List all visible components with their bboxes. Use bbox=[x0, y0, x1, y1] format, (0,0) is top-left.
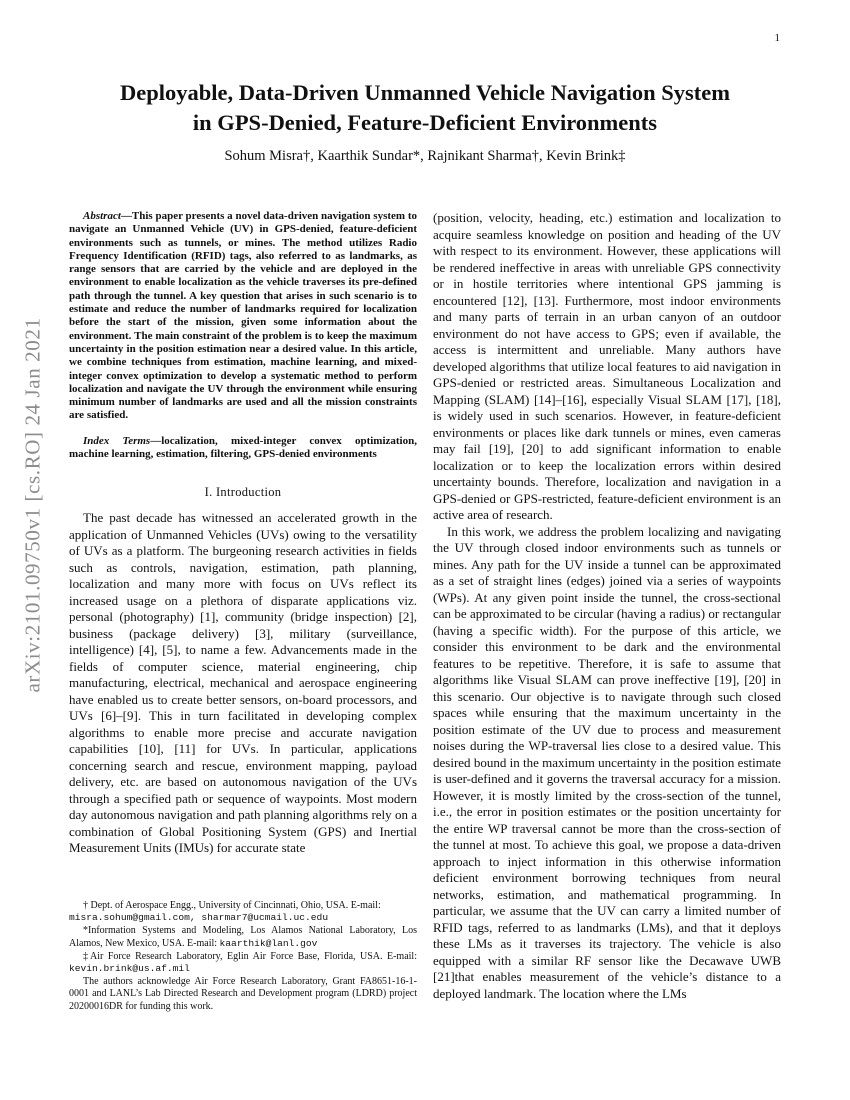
index-terms-text: —localization, mixed-integer convex optimization, machine learning, estimation, filtering, GPS-denied environments bbox=[69, 434, 417, 461]
index-terms bbox=[69, 435, 417, 462]
abstract bbox=[69, 210, 417, 423]
footnote-1-emails: misra.sohum@gmail.com, sharmar7@ucmail.uc.edu bbox=[69, 912, 329, 924]
footnote-affiliation-1 bbox=[69, 900, 417, 924]
paper-title bbox=[70, 78, 780, 138]
abstract-label: Abstract bbox=[83, 210, 121, 222]
footnote-funding: The authors acknowledge Air Force Research Laboratory, Grant FA8651-16-1-0001 and LANL’s Lab Directed Research and Development program (LDRD) project 20200016DR for funding this work. bbox=[69, 976, 417, 1012]
title-line-2: in GPS-Denied, Feature-Deficient Environments bbox=[192, 110, 658, 135]
footnote-2-email: kaarthik@lanl.gov bbox=[219, 937, 318, 949]
section-heading-introduction: I. Introduction bbox=[204, 485, 282, 500]
right-paragraph-1: (position, velocity, heading, etc.) estimation and localization to acquire seamless knowledge on position and heading of the UV with respect to its environment. However, these applications will be rendered ineffective in areas with unreliable GPS connectivity or in hostile territories where intentional GPS jamming is encountered [12], [13]. Furthermore, most indoor environments and many parts of terrain in an urban canyon of an outdoor environment do not have access to GPS; even if available, the access is intermittent and unreliable. Many authors have developed algorithms that utilize local features to aid navigation in GPS-denied or restricted areas. Simultaneous Localization and Mapping (SLAM) [14]–[16], especially Visual SLAM [17], [18], is widely used in such scenarios. However, in feature-deficient environments or places like dark tunnels or mines, even cameras may fail [19], [20] to add significant information to enable localization or to keep the localization errors within desired uncertainty bounds. Therefore, localization and navigation in a GPS-denied or GPS-restricted, feature-deficient environment is an active area of research. bbox=[433, 210, 781, 522]
right-paragraph-2: In this work, we address the problem localizing and navigating the UV through closed indoor environments such as tunnels or mines. Any path for the UV inside a tunnel can be approximated as a set of straight lines (edges) joined via a series of waypoints (WPs). At any given point inside the tunnel, the cross-sectional can be approximated to be circular (having a radius) or rectangular (having a specific width). For the purpose of this article, we consider this environment to be dark and the environmental features to be repetitive. Therefore, it is safe to assume that algorithms like Visual SLAM can prove ineffective [19], [20] in this scenario. Our objective is to navigate through such closed spaces while ensuring that the maximum uncertainty in the position estimate of the UV due to process and measurement noises during the WP-traversal lies close to a desired value. This desired bound in the maximum uncertainty in the position estimate is user-defined and it governs the traversal accuracy for a mission. However, it is mostly limited by the cross-section of the tunnel, i.e., the error in position estimates or the position uncertainty for the entire WP traversal cannot be more than the cross-section of the tunnel at most. To achieve this goal, we propose a data-driven approach to inject information in this otherwise information deficient environment borrowing techniques from neural networks, estimation, and mathematical programming. In particular, we assume that the UV can carry a limited number of RFID tags, referred to as landmarks (LMs), and that it deploys these LMs as it traverses its trajectory. The vehicle is also equipped with a similar RF sensor like the Decawave UWB [21]that enables measurement of the vehicle’s distance to a deployed landmark. The location where the LMs bbox=[433, 523, 781, 1001]
intro-paragraph: The past decade has witnessed an accelerated growth in the application of Unmanned Vehicles (UVs) owing to the versatility of UVs as a platform. The burgeoning research activities in fields such as controls, navigation, estimation, path planning, localization and many more with focus on UVs reflect its increased usage on a plethora of disparate applications viz. personal (photography) [1], community (bridge inspection) [2], business (package delivery) [3], military (surveillance, intelligence) [4], [5], to name a few. Advancements made in the fields of computer science, material engineering, chip manufacturing, electrical, mechanical and aerospace engineering have enabled us to create better sensors, on-board processors, and UVs [6]–[9]. This in turn facilitated in developing complex algorithms to enable more precise and accurate navigation capabilities [10], [11] for UVs. In particular, applications concerning search and rescue, environment mapping, payload delivery, etc. are based on autonomous navigation of the UVs through a specified path or sequence of waypoints. Most modern day autonomous navigation and path planning algorithms rely on a combination of Global Positioning System (GPS) and Inertial Measurement Units (IMUs) for accurate state bbox=[69, 510, 417, 856]
abstract-text: —This paper presents a novel data-driven navigation system to navigate an Unmanned Vehicle (UV) in GPS-denied, feature-deficient environments such as tunnels, or mines. The method utilizes Radio Frequency Identification (RFID) tags, also referred to as landmarks, as range sensors that are carried by the vehicle and are deployed in the environment to enable localization as the vehicle traverses its pre-defined path through the tunnel. A key question that arises in such scenario is to estimate and reduce the number of landmarks required for localization before the start of the mission, given some information about the environment. The main constraint of the problem is to keep the maximum uncertainty in the position estimation near a desired value. In this article, we combine techniques from estimation, machine learning, and mixed-integer convex optimization to develop a systematic method to perform localization and navigate the UV through the environment while ensuring minimum number of landmarks are used and all the mission constraints are satisfied. bbox=[69, 210, 417, 422]
arxiv-side-stamp bbox=[6, 210, 60, 800]
footnotes bbox=[69, 900, 417, 1014]
footnote-affiliation-2 bbox=[69, 925, 417, 949]
title-line-1: Deployable, Data-Driven Unmanned Vehicle Navigation System bbox=[119, 80, 730, 105]
right-column bbox=[433, 210, 781, 1002]
left-column bbox=[69, 210, 417, 857]
index-terms-label: Index Terms bbox=[83, 434, 151, 447]
footnote-2-text: *Information Systems and Modeling, Los Alamos National Laboratory, Los Alamos, New Mexico, USA. E-mail: bbox=[69, 925, 417, 949]
footnote-affiliation-3 bbox=[69, 951, 417, 975]
arxiv-identifier: arXiv:2101.09750v1 [cs.RO] 24 Jan 2021 bbox=[20, 317, 45, 693]
footnote-3-text: ‡Air Force Research Laboratory, Eglin Air Force Base, Florida, USA. E-mail: bbox=[83, 950, 417, 962]
footnote-1-text: † Dept. of Aerospace Engg., University of Cincinnati, Ohio, USA. E-mail: bbox=[83, 900, 381, 911]
footnote-3-email: kevin.brink@us.af.mil bbox=[69, 963, 190, 975]
page-number: 1 bbox=[774, 32, 780, 44]
author-list: Sohum Misra†, Kaarthik Sundar*, Rajnikant Sharma†, Kevin Brink‡ bbox=[224, 148, 626, 164]
